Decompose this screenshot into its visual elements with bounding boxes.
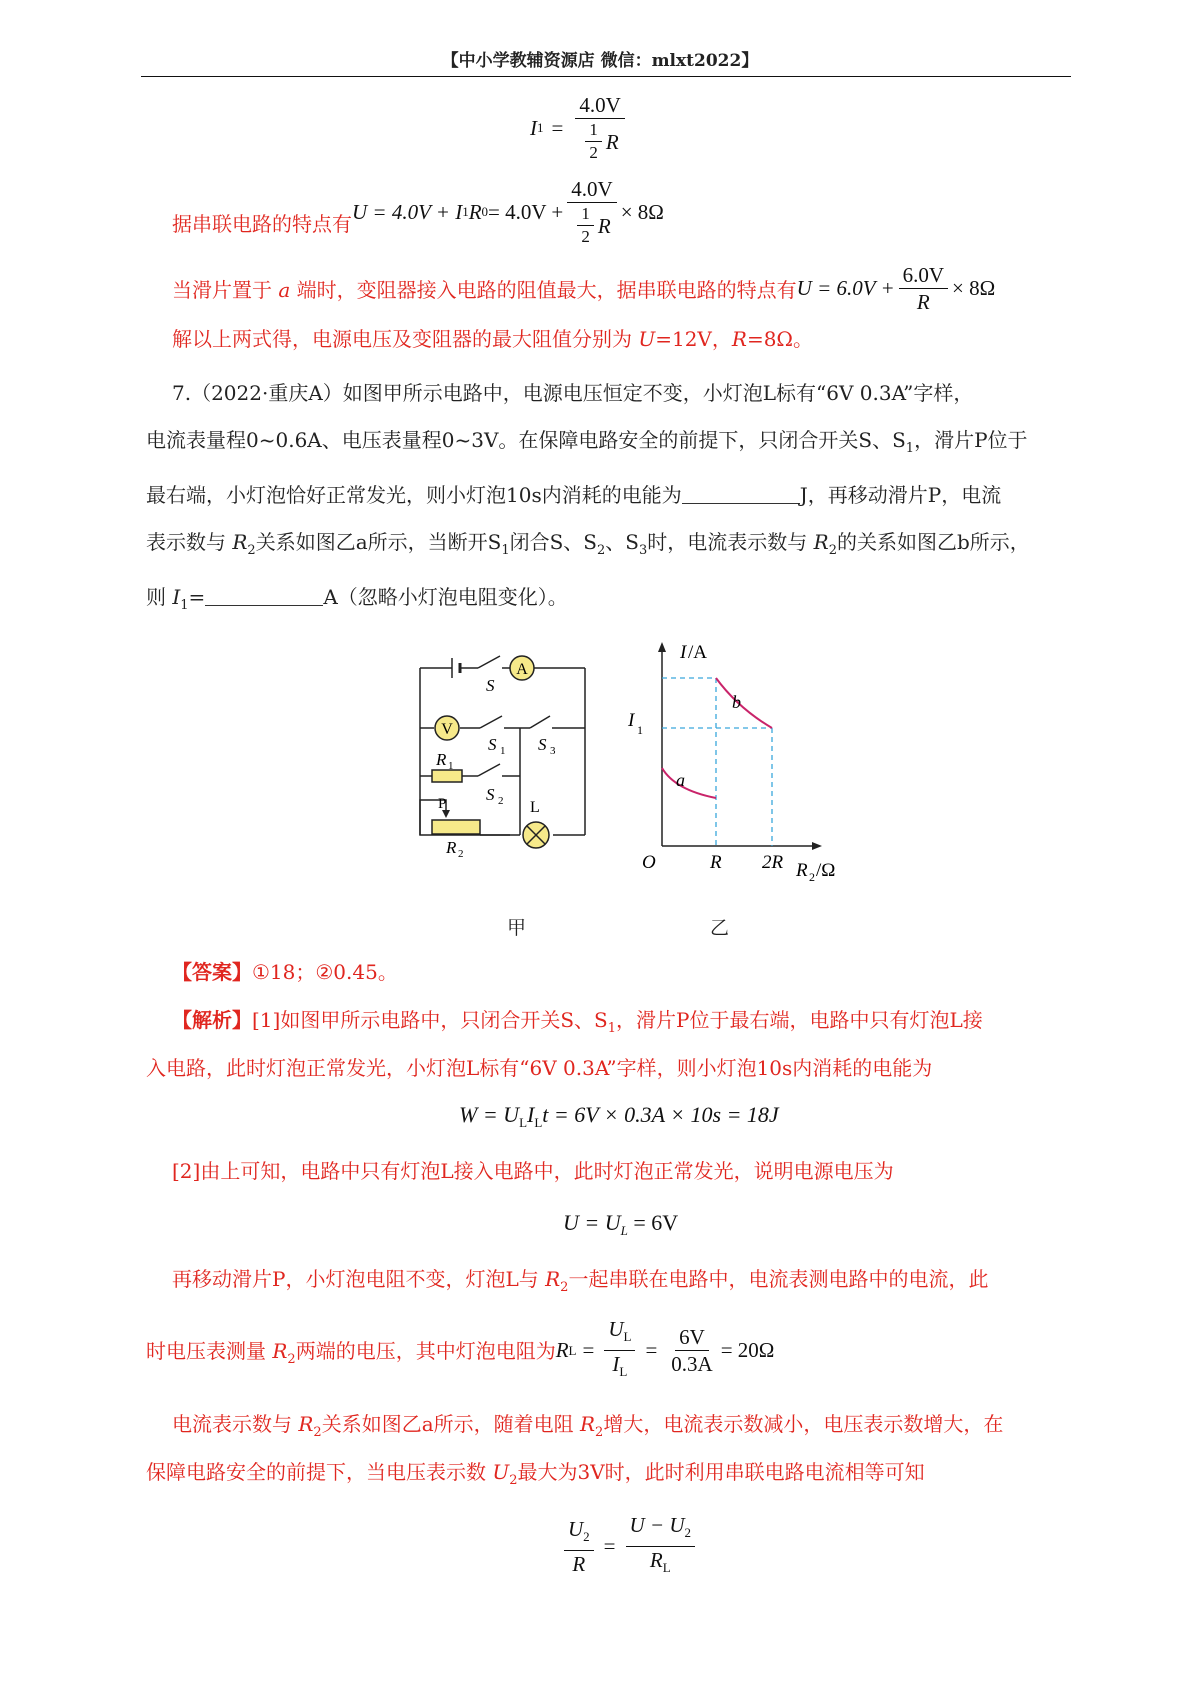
analysis-p3: 再移动滑片P，小灯泡电阻不变，灯泡L与 $R_2$一起串联在电路中，电流表测电路中的电流，此 bbox=[172, 1267, 989, 1295]
analysis-p4: 时电压表测量 $R_2$两端的电压，其中灯泡电阻为 R L = $\frac{U_L}{I_L}$ = $\frac{6V}{0.3A}$ = 20Ω bbox=[146, 1317, 775, 1379]
svg-text:b: b bbox=[732, 692, 741, 712]
current-resistance-graph bbox=[620, 636, 840, 884]
svg-text:S: S bbox=[486, 785, 495, 804]
curve-b bbox=[716, 678, 772, 728]
equation-line-series: 据串联电路的特点有 U = 4.0V + I 1 R 0 = 4.0V + 4.0V $\frac{1}{2}$ R × 8Ω bbox=[172, 177, 664, 246]
svg-text:1: 1 bbox=[448, 760, 454, 772]
svg-text:O: O bbox=[642, 852, 656, 873]
svg-text:/Ω: /Ω bbox=[816, 860, 836, 881]
svg-text:L: L bbox=[530, 799, 540, 816]
svg-text:P: P bbox=[438, 796, 447, 812]
svg-text:I: I bbox=[628, 710, 635, 731]
svg-text:2: 2 bbox=[458, 848, 464, 860]
figure-caption-jia: 甲 bbox=[507, 917, 527, 939]
energy-equation: $W = U_LI_Lt = 6V \times 0.3A \times 10s = 18J$ bbox=[459, 1102, 779, 1130]
svg-text:S: S bbox=[488, 735, 497, 754]
svg-text:S: S bbox=[538, 735, 547, 754]
svg-text:I: I bbox=[680, 642, 687, 663]
svg-text:1: 1 bbox=[500, 745, 506, 757]
analysis-p5: 电流表示数与 $R_2$关系如图乙a所示，随着电阻 $R_2$增大，电流表示数减小，电压表示数增大，在 bbox=[172, 1412, 1004, 1440]
top-formula: I 1 = 4.0V $\frac{1}{2}$ R bbox=[530, 92, 629, 164]
svg-text:2R: 2R bbox=[762, 852, 784, 873]
ammeter-label: A bbox=[516, 661, 528, 678]
svg-text:2: 2 bbox=[498, 795, 504, 807]
equation-line-max: 当滑片置于 a 端时，变阻器接入电路的阻值最大，据串联电路的特点有 U = 6.0V + $\frac{6.0V}{R}$ × 8Ω bbox=[172, 263, 996, 314]
header-rule bbox=[141, 76, 1071, 77]
svg-text:/A: /A bbox=[688, 642, 707, 663]
svg-text:R: R bbox=[796, 860, 808, 881]
svg-text:a: a bbox=[676, 770, 685, 790]
analysis-p6: 保障电路安全的前提下，当电压表示数 $U_2$最大为3V时，此时利用串联电路电流相等可知 bbox=[146, 1460, 925, 1488]
figure-caption-yi: 乙 bbox=[710, 917, 730, 939]
svg-text:R: R bbox=[710, 852, 722, 873]
svg-text:2: 2 bbox=[809, 870, 815, 884]
voltage-equation: $U = U_L = 6V$ bbox=[563, 1210, 679, 1238]
svg-text:R: R bbox=[446, 838, 457, 857]
answer-blank-2[interactable] bbox=[205, 585, 323, 606]
voltmeter-label: V bbox=[441, 721, 453, 738]
current-equality-equation: $\frac{U_2}{R}$ = $\frac{U - U_2}{R_L}$ bbox=[560, 1512, 699, 1581]
result-line: 解以上两式得，电源电压及变阻器的最大阻值分别为 U=12V，R=8Ω。 bbox=[172, 327, 814, 351]
svg-text:3: 3 bbox=[550, 745, 556, 757]
answer-blank-1[interactable] bbox=[682, 483, 800, 504]
answer-line: 【答案】①18；②0.45。 bbox=[172, 960, 398, 984]
circuit-diagram bbox=[410, 640, 610, 860]
page-header: 【中小学教辅资源店 微信：mlxt2022】 bbox=[441, 51, 759, 71]
svg-text:S: S bbox=[486, 676, 495, 695]
svg-text:R: R bbox=[436, 750, 447, 769]
analysis-p1: 【解析】[1]如图甲所示电路中，只闭合开关S、$S_1$，滑片P位于最右端，电路中只有灯泡L接 bbox=[172, 1008, 983, 1036]
analysis-p2: [2]由上可知，电路中只有灯泡L接入电路中，此时灯泡正常发光，说明电源电压为 bbox=[172, 1159, 894, 1183]
analysis-p1-cont: 入电路，此时灯泡正常发光，小灯泡L标有“6V 0.3A”字样，则小灯泡10s内消耗的电能为 bbox=[146, 1056, 933, 1080]
curve-a bbox=[662, 768, 716, 798]
question-text: 7.（2022·重庆A）如图甲所示电路中，电源电压恒定不变，小灯泡L标有“6V 0.3A”字样， 电流表量程0~0.6A、电压表量程0~3V。在保障电路安全的前提下，只闭合开关S、$S_1$，滑片P位于 最右端，小灯泡恰好正常发光，则小灯泡10s内消耗的电能为 J，再移动滑片P，电流 表示数与 $R_2$关系如图乙a所示，当断开$S_1$闭合S、$S_2$、$S_3$时，电流表示数与 $R_2$的关系如图乙b所示， 则 $I_1= A$（忽略小灯泡电阻变化）。 bbox=[146, 381, 1030, 613]
svg-text:1: 1 bbox=[637, 723, 643, 737]
